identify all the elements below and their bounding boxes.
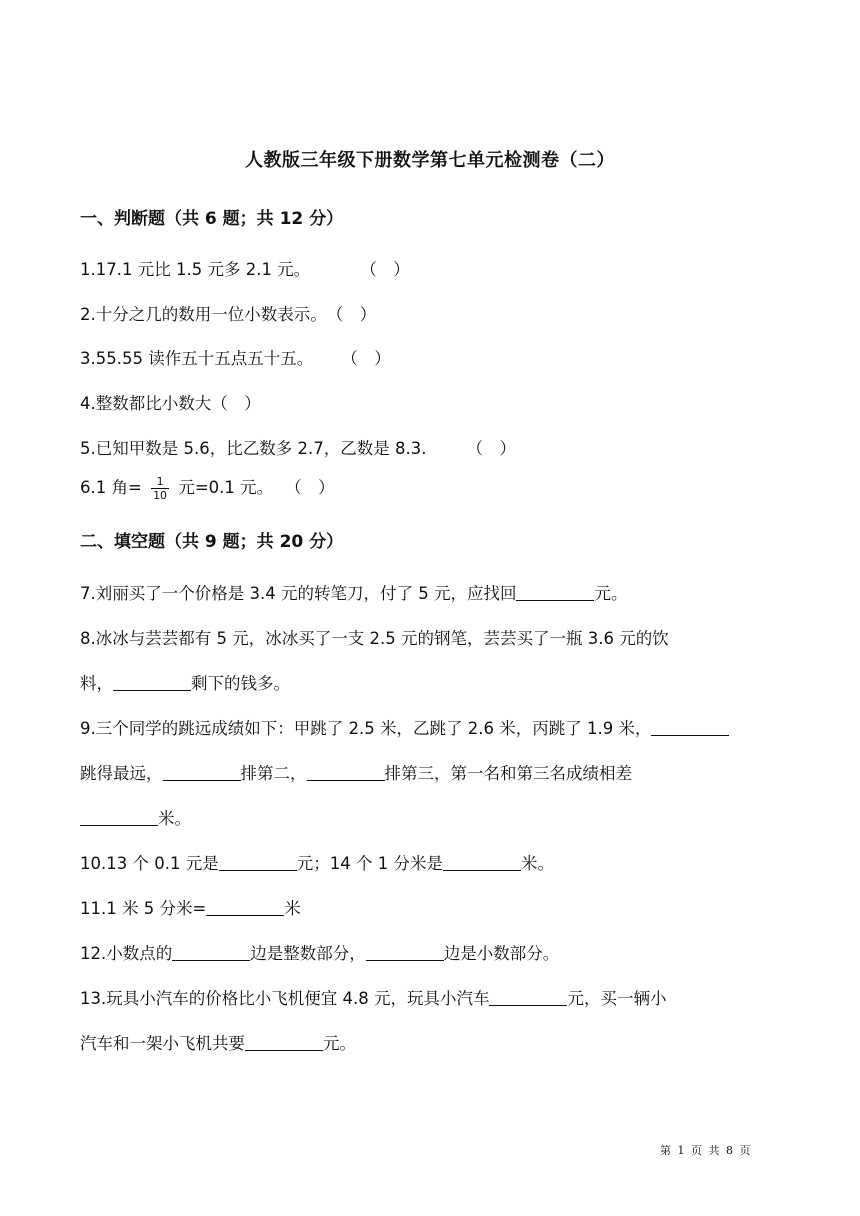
question-5 <box>80 435 516 459</box>
question-10-unit: 米。 <box>520 854 554 873</box>
question-9-line-3 <box>80 805 191 829</box>
question-9-line-1 <box>80 715 729 739</box>
section-heading-fill-in: 二、填空题（共 9 题；共 20 分） <box>80 532 344 552</box>
question-10 <box>80 850 554 874</box>
answer-blank[interactable] <box>366 942 444 961</box>
question-12-text: 12.小数点的 <box>80 944 173 963</box>
answer-parentheses: （ ） <box>211 394 261 413</box>
answer-blank[interactable] <box>172 942 250 961</box>
question-9-text: 排第二， <box>240 764 307 783</box>
question-9-line-2 <box>80 760 632 784</box>
question-11 <box>80 895 301 919</box>
question-8-line-1: 8.冰冰与芸芸都有 5 元，冰冰买了一支 2.5 元的钢笔，芸芸买了一瓶 3.6 元的饮 <box>80 629 669 648</box>
answer-blank[interactable] <box>206 897 284 916</box>
question-6 <box>80 474 335 502</box>
question-13-text: 汽车和一架小飞机共要 <box>80 1034 245 1053</box>
answer-blank[interactable] <box>245 1032 323 1051</box>
answer-blank[interactable] <box>516 582 594 601</box>
question-9-text: 排第三，第一名和第三名成绩相差 <box>384 764 632 783</box>
answer-blank[interactable] <box>80 807 158 826</box>
page-title: 人教版三年级下册数学第七单元检测卷（二） <box>245 150 615 171</box>
question-13-text: 13.玩具小汽车的价格比小飞机便宜 4.8 元，玩具小汽车 <box>80 989 490 1008</box>
answer-blank[interactable] <box>219 852 297 871</box>
answer-parentheses: （ ） <box>466 439 516 458</box>
question-13-text: 元，买一辆小 <box>567 989 667 1008</box>
question-13-line-1 <box>80 985 666 1009</box>
question-11-unit: 米 <box>284 899 301 918</box>
question-12 <box>80 940 559 964</box>
question-11-text: 11.1 米 5 分米= <box>80 899 207 918</box>
question-9-text: 9.三个同学的跳远成绩如下：甲跳了 2.5 米，乙跳了 2.6 米，丙跳了 1.9 米， <box>80 719 652 738</box>
question-12-text: 边是小数部分。 <box>443 944 560 963</box>
question-12-text: 边是整数部分， <box>250 944 366 963</box>
answer-parentheses: （ ） <box>360 260 410 279</box>
answer-parentheses: （ ） <box>326 305 377 324</box>
question-1-text: 1.17.1 元比 1.5 元多 2.1 元。 <box>80 260 311 279</box>
question-13-unit: 元。 <box>323 1034 356 1053</box>
section-heading-true-false: 一、判断题（共 6 题；共 12 分） <box>80 209 344 229</box>
question-8-text: 料， <box>80 674 113 693</box>
question-8-text-end: 剩下的钱多。 <box>191 674 290 693</box>
question-2-text: 2.十分之几的数用一位小数表示。 <box>80 305 327 324</box>
answer-blank[interactable] <box>113 672 191 691</box>
answer-parentheses: （ ） <box>285 478 335 497</box>
question-3 <box>80 345 391 369</box>
question-7-unit: 元。 <box>594 584 628 603</box>
answer-blank[interactable] <box>443 852 521 871</box>
question-13-line-2 <box>80 1030 356 1054</box>
question-5-text: 5.已知甲数是 5.6，比乙数多 2.7，乙数是 8.3. <box>80 439 427 458</box>
answer-parentheses: （ ） <box>341 349 391 368</box>
answer-blank[interactable] <box>489 987 567 1006</box>
question-2 <box>80 301 376 325</box>
question-6-suffix: 元=0.1 元。 <box>178 478 274 497</box>
fraction-denominator: 10 <box>153 489 168 502</box>
question-4-text: 4.整数都比小数大 <box>80 394 212 413</box>
answer-blank[interactable] <box>163 762 241 781</box>
question-3-text: 3.55.55 读作五十五点五十五。 <box>80 349 314 368</box>
question-7 <box>80 580 627 604</box>
question-9-unit: 米。 <box>158 809 191 828</box>
question-10-text: 10.13 个 0.1 元是 <box>80 854 219 873</box>
question-10-text: 元；14 个 1 分米是 <box>296 854 443 873</box>
fraction <box>151 475 169 502</box>
answer-blank[interactable] <box>307 762 385 781</box>
answer-blank[interactable] <box>651 717 729 736</box>
question-7-text: 7.刘丽买了一个价格是 3.4 元的转笔刀，付了 5 元，应找回 <box>80 584 517 603</box>
question-1 <box>80 256 410 280</box>
question-4 <box>80 390 261 414</box>
fraction-numerator: 1 <box>151 475 169 489</box>
question-6-prefix: 6.1 角= <box>80 478 142 497</box>
question-8-line-2 <box>80 670 290 694</box>
page-number-footer: 第 1 页 共 8 页 <box>660 1144 751 1157</box>
question-9-text: 跳得最远， <box>80 764 163 783</box>
